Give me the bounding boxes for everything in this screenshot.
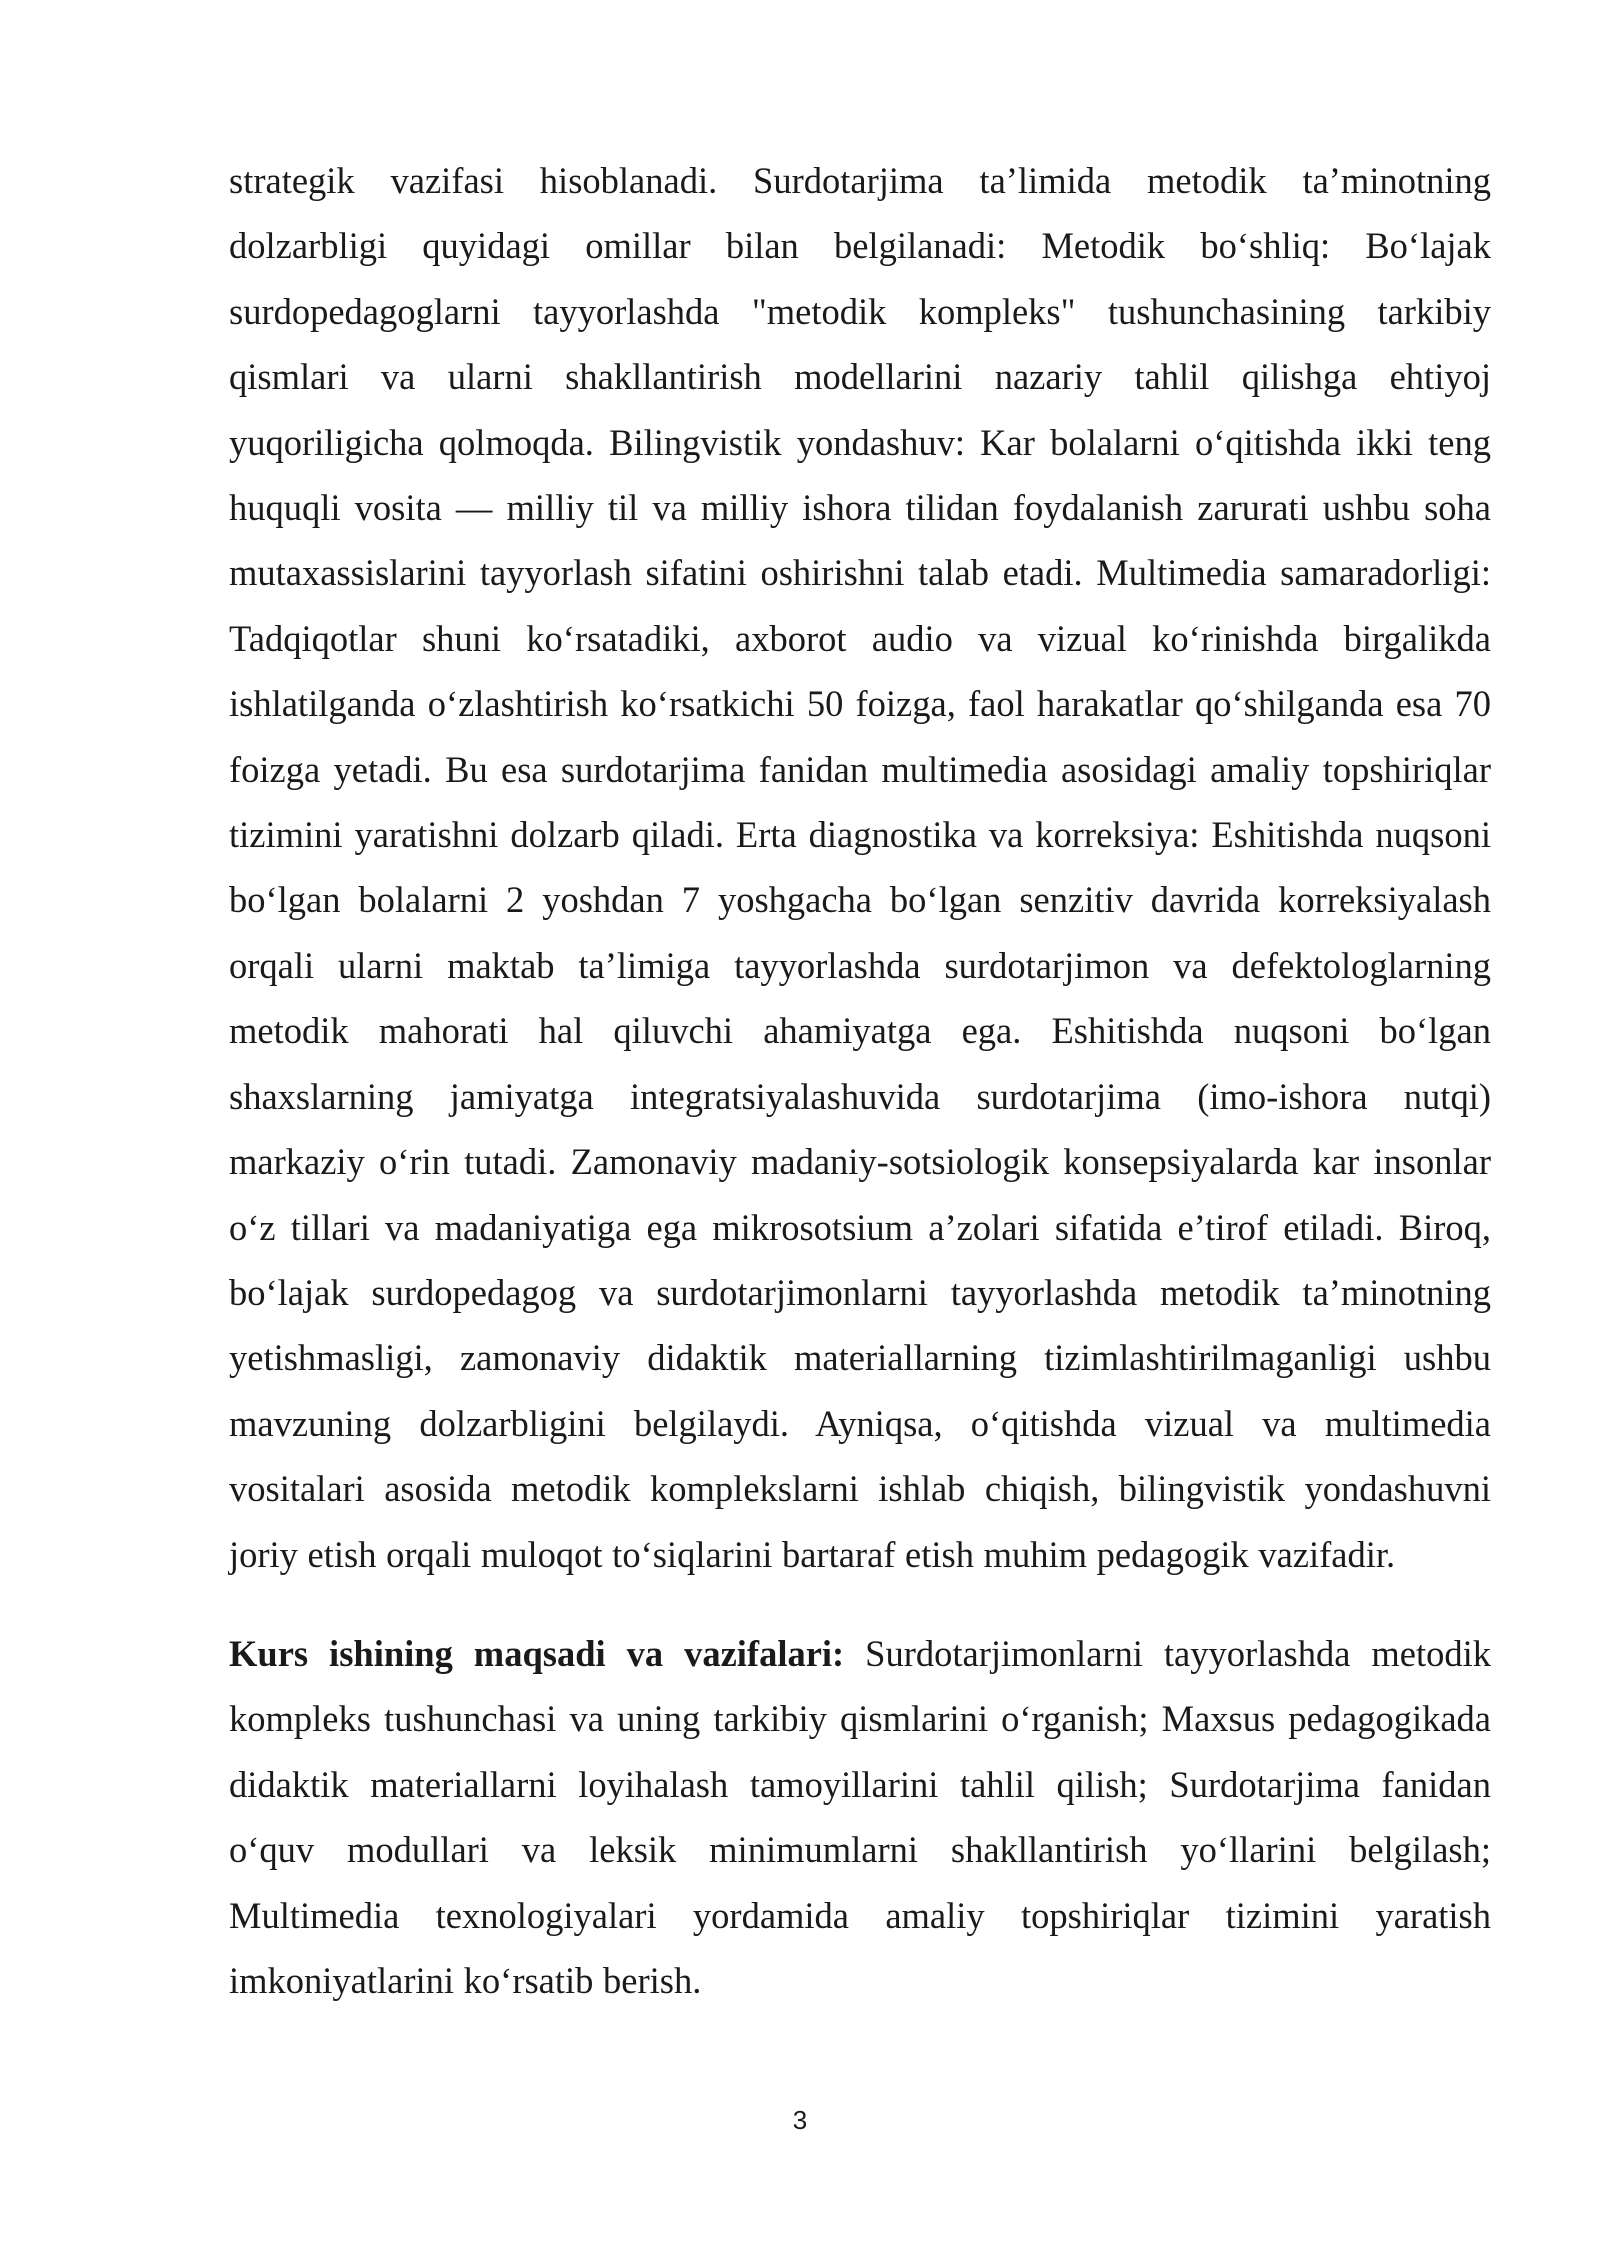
body-paragraph: strategik vazifasi hisoblanadi. Surdotarjima ta’limida metodik ta’minotning dolzarbligi quyidagi omillar bilan belgilanadi: Metodik bo‘shliq: Bo‘lajak surdopedagoglarni tayyorlashda "metodik kompleks" tushunchasining tarkibiy qismlari va ularni shakllantirish modellarini nazariy tahlil qilishga ehtiyoj yuqoriligicha qolmoqda. Bilingvistik yondashuv: Kar bolalarni o‘qitishda ikki teng huquqli vosita — milliy til va milliy ishora tilidan foydalanish zarurati ushbu soha mutaxassislarini tayyorlash sifatini oshirishni talab etadi. Multimedia samaradorligi: Tadqiqotlar shuni ko‘rsatadiki, axborot audio va vizual ko‘rinishda birgalikda ishlatilganda o‘zlashtirish ko‘rsatkichi 50 foizga, faol harakatlar qo‘shilganda esa 70 foizga yetadi. Bu esa surdotarjima fanidan multimedia asosidagi amaliy topshiriqlar tizimini yaratishni dolzarb qiladi. Erta diagnostika va korreksiya: Eshitishda nuqsoni bo‘lgan bolalarni 2 yoshdan 7 yoshgacha bo‘lgan senzitiv davrida korreksiyalash orqali ularni maktab ta’limiga tayyorlashda surdotarjimon va defektologlarning metodik mahorati hal qiluvchi ahamiyatga ega. Eshitishda nuqsoni bo‘lgan shaxslarning jamiyatga integratsiyalashuvida surdotarjima (imo-ishora nutqi) markaziy o‘rin tutadi. Zamonaviy madaniy-sotsiologik konsepsiyalarda kar insonlar o‘z tillari va madaniyatiga ega mikrosotsium a’zolari sifatida e’tirof etiladi. Biroq, bo‘lajak surdopedagog va surdotarjimonlarni tayyorlashda metodik ta’minotning yetishmasligi, zamonaviy didaktik materiallarning tizimlashtirilmaganligi ushbu mavzuning dolzarbligini belgilaydi. Ayniqsa, o‘qitishda vizual va multimedia vositalari asosida metodik komplekslarni ishlab chiqish, bilingvistik yondashuvni joriy etish orqali muloqot to‘siqlarini bartaraf etish muhim pedagogik vazifadir.	[229, 160, 1491, 1575]
page-number: 3	[792, 2105, 808, 2135]
document-page	[229, 148, 1491, 2013]
objectives-body: Surdotarjimonlarni tayyorlashda metodik kompleks tushunchasi va uning tarkibiy qismlarini o‘rganish; Maxsus pedagogikada didaktik materiallarni loyihalash tamoyillarini tahlil qilish; Surdotarjima fanidan o‘quv modullari va leksik minimumlarni shakllantirish yo‘llarini belgilash; Multimedia texnologiyalari yordamida amaliy topshiriqlar tizimini yaratish imkoniyatlarini ko‘rsatib berish.	[229, 1632, 1491, 2001]
objectives-heading: Kurs ishining maqsadi va vazifalari:	[229, 1632, 845, 1674]
objectives-paragraph	[229, 1621, 1491, 2013]
